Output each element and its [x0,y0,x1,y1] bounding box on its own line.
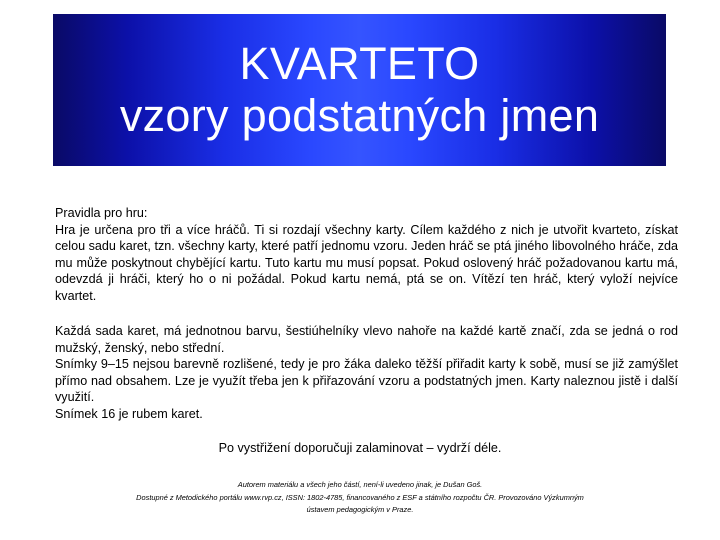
details-paragraph-3: Snímek 16 je rubem karet. [55,406,203,421]
lamination-tip: Po vystřižení doporučuji zalaminovat – vydrží déle. [218,441,502,455]
credits [40,479,680,517]
rules-heading: Pravidla pro hru: [55,206,148,220]
subtitle: vzory podstatných jmen [119,90,600,141]
credits-line-3: ústavem pedagogickým v Praze. [306,505,414,515]
rules-paragraph: Hra je určena pro tři a více hráčů. Ti si rozdají všechny karty. Cílem každého z nich je utvořit kvarteto, získat celou sadu karet, tzn. všechny karty, které patří jednomu vzoru. Jeden hráč se ptá jiného libovolného hráče, zda mu může poskytnout chybějící kartu. Tuto kartu mu musí popsat. Pokud oslovený hráč požadovanou kartu má, odevzdá ji hráči, který ho o ni požádal. Pokud kartu nemá, ptá se on. Vítězí ten hráč, který vyloží nejvíce kvartet. [55,222,678,303]
credits-line-1: Autorem materiálu a všech jeho částí, není-li uvedeno jinak, je Dušan Goš. [237,480,483,489]
details-paragraph-1: Každá sada karet, má jednotnou barvu, šestiúhelníky vlevo nahoře na každé kartě značí, zda se jedná o rod mužský, ženský, nebo střední. [55,324,678,355]
rules-section [55,205,678,305]
details-paragraph-2: Snímky 9–15 nejsou barevně rozlišené, tedy je pro žáka daleko těžší přiřadit karty k sobě, musí se již zamýšlet přímo nad obsahem. Lze je využít třeba jen k přiřazování vzoru a podstatných jmen. Karty naleznou jistě i další využití. [55,357,678,405]
credits-line-2: Dostupné z Metodického portálu www.rvp.cz, ISSN: 1802-4785, financovaného z ESF a státního rozpočtu ČR. Provozováno Výzkumným [136,492,584,502]
title: KVARTETO [239,38,480,89]
title-banner [53,14,666,166]
details-section [55,323,678,423]
